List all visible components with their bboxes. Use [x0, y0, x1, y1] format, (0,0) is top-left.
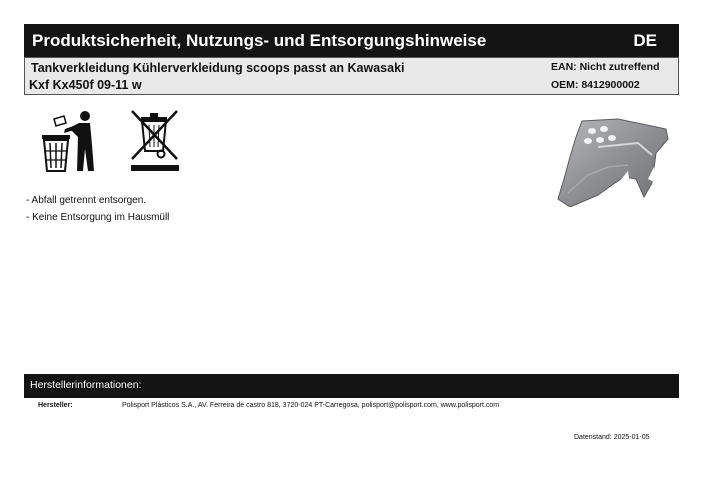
oem-label: OEM: 8412900002	[551, 79, 640, 91]
manufacturer-label: Hersteller:	[38, 402, 73, 409]
header-bar	[24, 24, 679, 57]
disposal-note: - Abfall getrennt entsorgen.	[26, 195, 147, 206]
manufacturer-heading: Herstellerinformationen:	[30, 379, 142, 391]
product-name-line2: Kxf Kx450f 09-11 w	[29, 78, 142, 92]
product-name	[29, 60, 469, 94]
product-info-box	[24, 57, 679, 95]
radiator-scoop-product-icon	[548, 113, 676, 207]
waste-bin-person-icon	[38, 107, 98, 175]
disposal-note: - Keine Entsorgung im Hausmüll	[26, 212, 170, 223]
language-code: DE	[633, 31, 657, 50]
ean-label: EAN: Nicht zutreffend	[551, 61, 660, 73]
manufacturer-value: Polisport Plásticos S.A., AV. Ferreira de castro 818, 3720-024 PT-Carregosa, polisport@polisport.com, www.polisport.com	[122, 402, 500, 409]
disposal-notes	[26, 192, 169, 226]
data-date: Datenstand: 2025-01-05	[574, 434, 650, 441]
page-title: Produktsicherheit, Nutzungs- und Entsorgungshinweise	[32, 31, 487, 50]
product-name-line1: Tankverkleidung Kühlerverkleidung scoops passt an Kawasaki	[31, 61, 405, 75]
manufacturer-section-bar	[24, 374, 679, 398]
crossed-out-wheelie-bin-icon	[127, 107, 183, 175]
